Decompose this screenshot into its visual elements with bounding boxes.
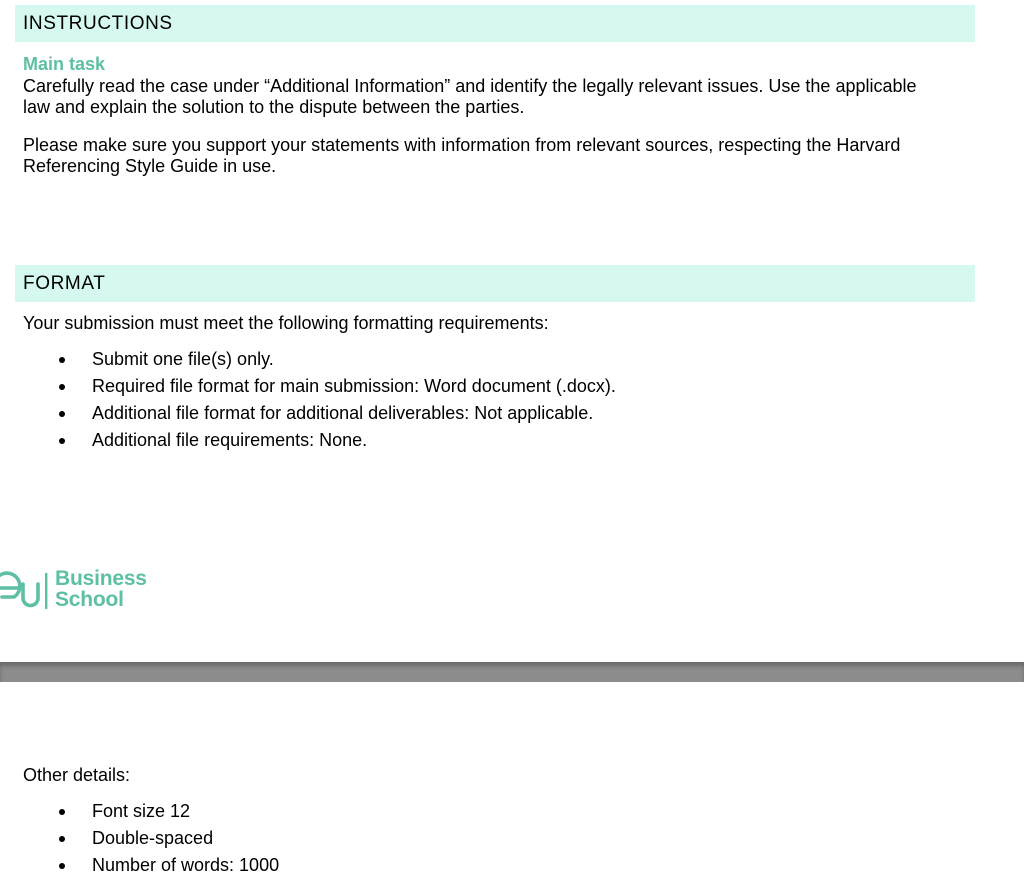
format-header-label: FORMAT [23, 272, 106, 294]
bullet-icon [59, 863, 65, 869]
logo-line-business: Business [55, 567, 147, 590]
support-text: Please make sure you support your statements with information from relevant sources, respecting the Harvard Referencing Style Guide in use. [23, 135, 901, 176]
main-task-text: Carefully read the case under “Additional Information” and identify the legally relevant issues. Use the applicable law and explain the solution to the dispute between the parties. [23, 76, 917, 117]
bullet-icon [59, 384, 65, 390]
bullet-icon [59, 809, 65, 815]
format-intro: Your submission must meet the following formatting requirements: [23, 313, 549, 333]
bullet-icon [59, 411, 65, 417]
eu-business-school-logo [0, 566, 180, 616]
other-details-bullet-list [23, 798, 279, 879]
bullet-icon [59, 438, 65, 444]
bullet-icon [59, 357, 65, 363]
list-item: Additional file format for additional deliverables: Not applicable. [23, 400, 616, 427]
list-item: Number of words: 1000 [23, 852, 279, 879]
instructions-header [15, 5, 975, 42]
bullet-icon [59, 836, 65, 842]
page-separator [0, 662, 1024, 682]
format-header [15, 265, 975, 302]
list-item: Required file format for main submission: Word document (.docx). [23, 373, 616, 400]
other-details-label: Other details: [23, 765, 131, 785]
instructions-header-label: INSTRUCTIONS [23, 12, 173, 34]
list-item: Additional file requirements: None. [23, 427, 616, 454]
eu-logo-icon [0, 566, 52, 616]
main-task-title: Main task [23, 54, 106, 74]
format-bullet-list [23, 346, 616, 454]
list-item: Font size 12 [23, 798, 279, 825]
list-item: Submit one file(s) only. [23, 346, 616, 373]
list-item: Double-spaced [23, 825, 279, 852]
logo-line-school: School [55, 588, 124, 611]
logo-wordmark [55, 568, 147, 610]
